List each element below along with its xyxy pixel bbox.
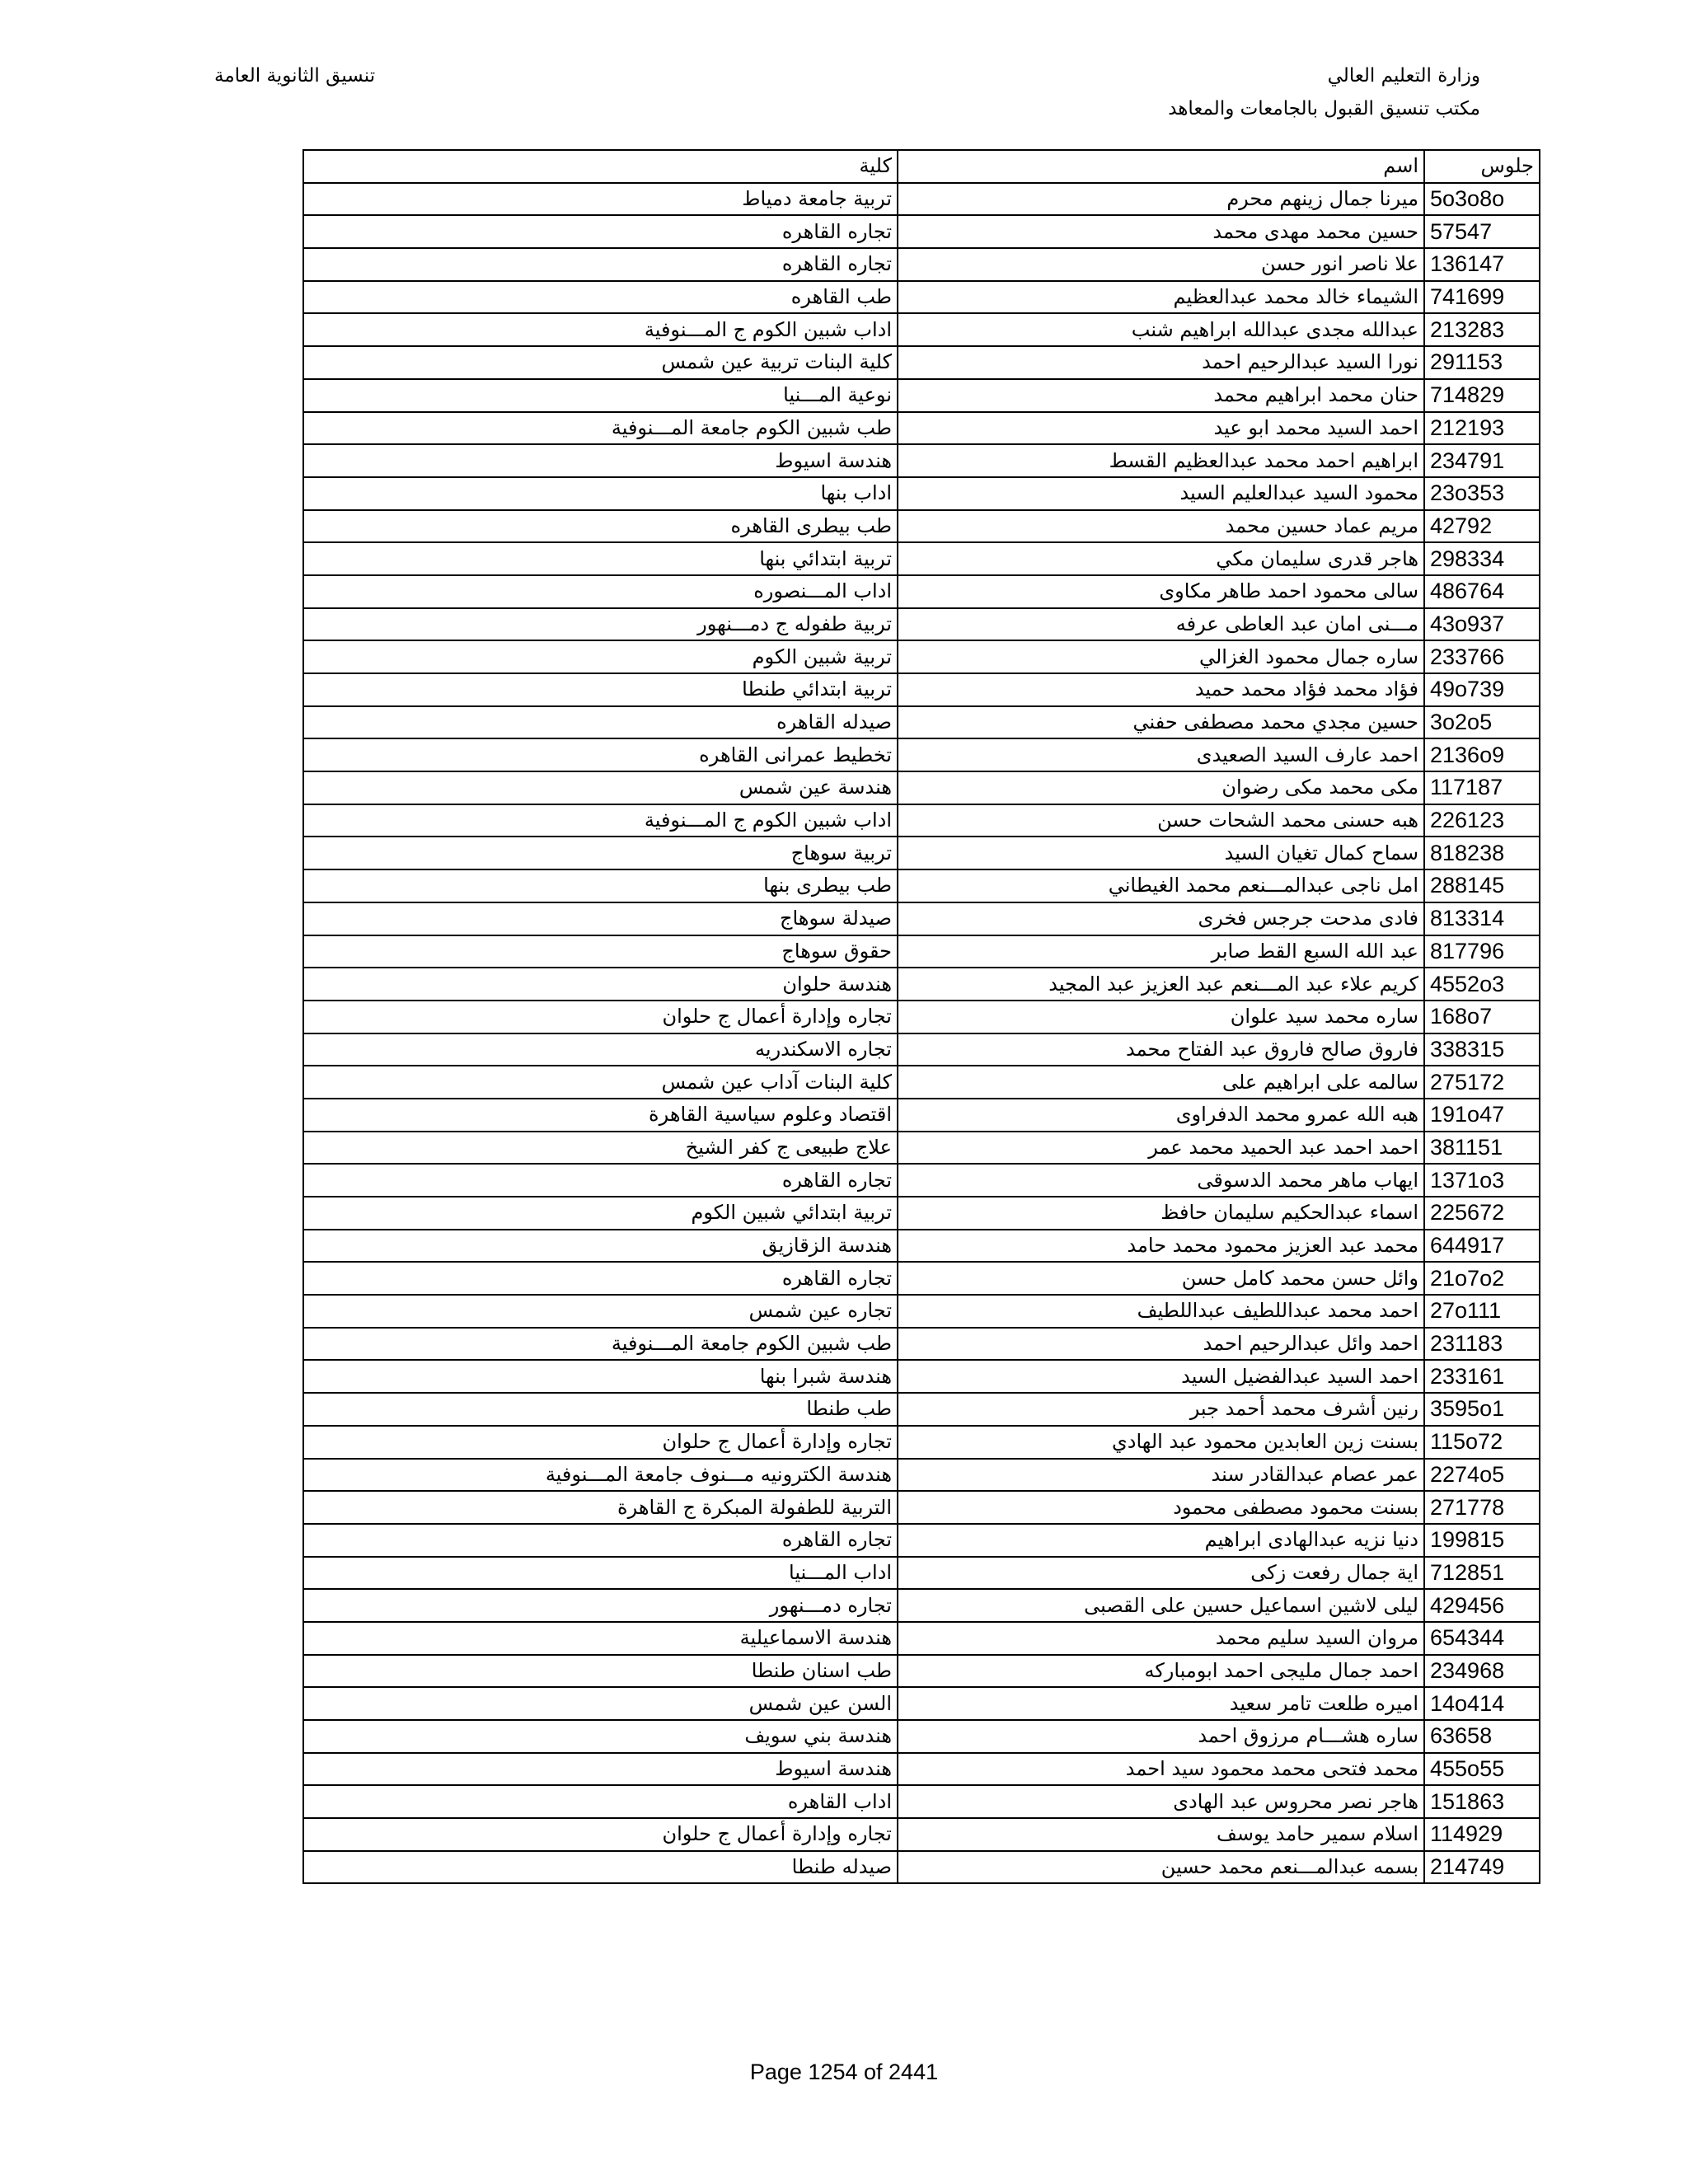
name-cell: دنيا نزيه عبدالهادى ابراهيم — [898, 1524, 1424, 1557]
seat-number-cell: 712851 — [1424, 1557, 1540, 1590]
seat-number-cell: 644917 — [1424, 1230, 1540, 1263]
table-row — [303, 248, 1540, 281]
college-cell: طب شبين الكوم جامعة المـــنوفية — [303, 1328, 898, 1361]
name-cell: هاجر قدرى سليمان مكي — [898, 542, 1424, 575]
name-cell: ابراهيم احمد محمد عبدالعظيم القسط — [898, 444, 1424, 477]
name-cell: احمد السيد عبدالفضيل السيد — [898, 1360, 1424, 1393]
seat-number-cell: 63658 — [1424, 1720, 1540, 1753]
name-cell: علا ناصر انور حسن — [898, 248, 1424, 281]
seat-number-cell: 818238 — [1424, 837, 1540, 869]
table-row — [303, 673, 1540, 706]
college-cell: كلية البنات آداب عين شمس — [303, 1066, 898, 1099]
seat-number-cell: 214749 — [1424, 1851, 1540, 1884]
table-row — [303, 1328, 1540, 1361]
seat-number-cell: 714829 — [1424, 379, 1540, 412]
college-cell: هندسة الاسماعيلية — [303, 1622, 898, 1655]
college-cell: اداب شبين الكوم ج المـــنوفية — [303, 804, 898, 837]
table-row — [303, 1393, 1540, 1426]
college-cell: تربية ابتدائي شبين الكوم — [303, 1197, 898, 1230]
college-cell: حقوق سوهاج — [303, 935, 898, 968]
college-cell: تربية شبين الكوم — [303, 640, 898, 673]
table-row — [303, 1230, 1540, 1263]
college-cell: هندسة عين شمس — [303, 771, 898, 804]
table-row — [303, 444, 1540, 477]
table-row — [303, 1851, 1540, 1884]
seat-number-cell: 226123 — [1424, 804, 1540, 837]
college-cell: تجاره القاهره — [303, 1524, 898, 1557]
seat-number-cell: 5o3o8o — [1424, 183, 1540, 216]
name-cell: ساره محمد سيد علوان — [898, 1001, 1424, 1033]
table-row — [303, 1360, 1540, 1393]
college-cell: تربية طفوله ج دمـــنهور — [303, 608, 898, 641]
section-title: تنسيق الثانوية العامة — [214, 65, 376, 87]
name-cell: اسماء عبدالحكيم سليمان حافظ — [898, 1197, 1424, 1230]
table-row — [303, 510, 1540, 543]
table-row — [303, 346, 1540, 379]
seat-number-cell: 486764 — [1424, 575, 1540, 608]
office-title: مكتب تنسيق القبول بالجامعات والمعاهد — [1168, 98, 1480, 120]
seat-number-cell: 21o7o2 — [1424, 1262, 1540, 1295]
seat-number-cell: 27o111 — [1424, 1295, 1540, 1328]
table-row — [303, 608, 1540, 641]
table-row — [303, 1295, 1540, 1328]
table-row — [303, 215, 1540, 248]
table-row — [303, 935, 1540, 968]
table-row — [303, 869, 1540, 902]
table-row — [303, 1099, 1540, 1132]
college-cell: تربية ابتدائي بنها — [303, 542, 898, 575]
name-cell: اية جمال رفعت زكى — [898, 1557, 1424, 1590]
college-cell: نوعية المـــنيا — [303, 379, 898, 412]
table-row — [303, 1524, 1540, 1557]
table-row — [303, 477, 1540, 510]
name-cell: امل ناجى عبدالمـــنعم محمد الغيطاني — [898, 869, 1424, 902]
table-row — [303, 1687, 1540, 1720]
table-row — [303, 183, 1540, 216]
college-cell: طب بيطرى القاهره — [303, 510, 898, 543]
table-row — [303, 1001, 1540, 1033]
table-row — [303, 1818, 1540, 1851]
seat-number-cell: 3o2o5 — [1424, 706, 1540, 739]
college-cell: علاج طبيعى ج كفر الشيخ — [303, 1132, 898, 1165]
college-cell: التربية للطفولة المبكرة ج القاهرة — [303, 1491, 898, 1524]
table-row — [303, 575, 1540, 608]
seat-number-cell: 231183 — [1424, 1328, 1540, 1361]
table-row — [303, 1720, 1540, 1753]
seat-number-cell: 49o739 — [1424, 673, 1540, 706]
name-cell: وائل حسن محمد كامل حسن — [898, 1262, 1424, 1295]
name-cell: ساره هشـــام مرزوق احمد — [898, 1720, 1424, 1753]
college-cell: تجاره دمـــنهور — [303, 1589, 898, 1622]
name-cell: احمد السيد محمد ابو عيد — [898, 412, 1424, 445]
name-cell: نورا السيد عبدالرحيم احمد — [898, 346, 1424, 379]
name-cell: محمد فتحى محمد محمود سيد احمد — [898, 1753, 1424, 1786]
college-cell: تجاره القاهره — [303, 1262, 898, 1295]
seat-number-cell: 3595o1 — [1424, 1393, 1540, 1426]
seat-number-cell: 57547 — [1424, 215, 1540, 248]
college-cell: اداب المـــنيا — [303, 1557, 898, 1590]
seat-number-cell: 1371o3 — [1424, 1164, 1540, 1197]
seat-number-cell: 288145 — [1424, 869, 1540, 902]
college-cell: تجاره وإدارة أعمال ج حلوان — [303, 1001, 898, 1033]
college-cell: طب اسنان طنطا — [303, 1655, 898, 1688]
table-row — [303, 804, 1540, 837]
seat-number-cell: 117187 — [1424, 771, 1540, 804]
college-cell: اداب المـــنصوره — [303, 575, 898, 608]
name-cell: اسلام سمير حامد يوسف — [898, 1818, 1424, 1851]
column-header-name: اسم — [898, 150, 1424, 183]
table-row — [303, 837, 1540, 869]
name-cell: فاروق صالح فاروق عبد الفتاح محمد — [898, 1033, 1424, 1066]
table-row — [303, 1622, 1540, 1655]
seat-number-cell: 43o937 — [1424, 608, 1540, 641]
college-cell: اداب بنها — [303, 477, 898, 510]
table-row — [303, 1655, 1540, 1688]
college-cell: صيدله طنطا — [303, 1851, 898, 1884]
college-cell: تجاره وإدارة أعمال ج حلوان — [303, 1818, 898, 1851]
name-cell: حسين محمد مهدى محمد — [898, 215, 1424, 248]
table-row — [303, 1491, 1540, 1524]
seat-number-cell: 14o414 — [1424, 1687, 1540, 1720]
table-row — [303, 1557, 1540, 1590]
seat-number-cell: 741699 — [1424, 281, 1540, 314]
table-row — [303, 706, 1540, 739]
college-cell: هندسة الزقازيق — [303, 1230, 898, 1263]
college-cell: هندسة شبرا بنها — [303, 1360, 898, 1393]
name-cell: سالمه على ابراهيم على — [898, 1066, 1424, 1099]
name-cell: رنين أشرف محمد أحمد جبر — [898, 1393, 1424, 1426]
seat-number-cell: 429456 — [1424, 1589, 1540, 1622]
seat-number-cell: 817796 — [1424, 935, 1540, 968]
table-row — [303, 1164, 1540, 1197]
name-cell: مروان السيد سليم محمد — [898, 1622, 1424, 1655]
table-header-row — [303, 150, 1540, 183]
table-row — [303, 1753, 1540, 1786]
table-row — [303, 281, 1540, 314]
seat-number-cell: 42792 — [1424, 510, 1540, 543]
table-row — [303, 1785, 1540, 1818]
college-cell: تربية ابتدائي طنطا — [303, 673, 898, 706]
college-cell: تجاره القاهره — [303, 215, 898, 248]
college-cell: طب بيطرى بنها — [303, 869, 898, 902]
college-cell: تجاره القاهره — [303, 1164, 898, 1197]
college-cell: طب طنطا — [303, 1393, 898, 1426]
seat-number-cell: 114929 — [1424, 1818, 1540, 1851]
table-row — [303, 313, 1540, 346]
college-cell: كلية البنات تربية عين شمس — [303, 346, 898, 379]
college-cell: السن عين شمس — [303, 1687, 898, 1720]
name-cell: مـــنى امان عبد العاطى عرفه — [898, 608, 1424, 641]
results-table — [302, 149, 1540, 1884]
college-cell: هندسة اسيوط — [303, 444, 898, 477]
seat-number-cell: 234968 — [1424, 1655, 1540, 1688]
seat-number-cell: 115o72 — [1424, 1426, 1540, 1459]
table-row — [303, 1197, 1540, 1230]
name-cell: احمد جمال مليجى احمد ابومباركه — [898, 1655, 1424, 1688]
seat-number-cell: 2136o9 — [1424, 738, 1540, 771]
seat-number-cell: 213283 — [1424, 313, 1540, 346]
college-cell: هندسة الكترونيه مـــنوف جامعة المـــنوفية — [303, 1459, 898, 1492]
college-cell: اداب القاهره — [303, 1785, 898, 1818]
table-row — [303, 968, 1540, 1001]
name-cell: ساره جمال محمود الغزالي — [898, 640, 1424, 673]
college-cell: طب شبين الكوم جامعة المـــنوفية — [303, 412, 898, 445]
column-header-college: كلية — [303, 150, 898, 183]
table-row — [303, 640, 1540, 673]
name-cell: الشيماء خالد محمد عبدالعظيم — [898, 281, 1424, 314]
name-cell: مكى محمد مكى رضوان — [898, 771, 1424, 804]
table-row — [303, 771, 1540, 804]
table-row — [303, 1132, 1540, 1165]
college-cell: صيدله القاهره — [303, 706, 898, 739]
seat-number-cell: 654344 — [1424, 1622, 1540, 1655]
seat-number-cell: 4552o3 — [1424, 968, 1540, 1001]
seat-number-cell: 291153 — [1424, 346, 1540, 379]
name-cell: فادى مدحت جرجس فخرى — [898, 902, 1424, 935]
name-cell: سالى محمود احمد طاهر مكاوى — [898, 575, 1424, 608]
name-cell: احمد عارف السيد الصعيدى — [898, 738, 1424, 771]
college-cell: تجاره عين شمس — [303, 1295, 898, 1328]
table-row — [303, 1033, 1540, 1066]
name-cell: احمد محمد عبداللطيف عبداللطيف — [898, 1295, 1424, 1328]
seat-number-cell: 338315 — [1424, 1033, 1540, 1066]
table-row — [303, 1426, 1540, 1459]
name-cell: عبد الله السبع القط صابر — [898, 935, 1424, 968]
name-cell: هبه حسنى محمد الشحات حسن — [898, 804, 1424, 837]
column-header-seat: جلوس — [1424, 150, 1540, 183]
college-cell: اداب شبين الكوم ج المـــنوفية — [303, 313, 898, 346]
seat-number-cell: 271778 — [1424, 1491, 1540, 1524]
seat-number-cell: 233161 — [1424, 1360, 1540, 1393]
name-cell: سماح كمال تغيان السيد — [898, 837, 1424, 869]
seat-number-cell: 225672 — [1424, 1197, 1540, 1230]
seat-number-cell: 136147 — [1424, 248, 1540, 281]
name-cell: مريم عماد حسين محمد — [898, 510, 1424, 543]
college-cell: تخطيط عمرانى القاهره — [303, 738, 898, 771]
name-cell: اميره طلعت تامر سعيد — [898, 1687, 1424, 1720]
seat-number-cell: 298334 — [1424, 542, 1540, 575]
seat-number-cell: 234791 — [1424, 444, 1540, 477]
table-row — [303, 902, 1540, 935]
college-cell: اقتصاد وعلوم سياسية القاهرة — [303, 1099, 898, 1132]
name-cell: هاجر نصر محروس عبد الهادى — [898, 1785, 1424, 1818]
page-number: Page 1254 of 2441 — [749, 2060, 939, 2084]
seat-number-cell: 191o47 — [1424, 1099, 1540, 1132]
name-cell: حنان محمد ابراهيم محمد — [898, 379, 1424, 412]
seat-number-cell: 455o55 — [1424, 1753, 1540, 1786]
college-cell: تجاره وإدارة أعمال ج حلوان — [303, 1426, 898, 1459]
name-cell: احمد احمد عبد الحميد محمد عمر — [898, 1132, 1424, 1165]
name-cell: كريم علاء عبد المـــنعم عبد العزيز عبد المجيد — [898, 968, 1424, 1001]
college-cell: هندسة بني سويف — [303, 1720, 898, 1753]
name-cell: بسنت محمود مصطفى محمود — [898, 1491, 1424, 1524]
name-cell: ليلى لاشين اسماعيل حسين على القصبى — [898, 1589, 1424, 1622]
name-cell: عبدالله مجدى عبدالله ابراهيم شنب — [898, 313, 1424, 346]
college-cell: هندسة اسيوط — [303, 1753, 898, 1786]
seat-number-cell: 23o353 — [1424, 477, 1540, 510]
name-cell: بسنت زين العابدين محمود عبد الهادي — [898, 1426, 1424, 1459]
college-cell: طب القاهره — [303, 281, 898, 314]
seat-number-cell: 199815 — [1424, 1524, 1540, 1557]
seat-number-cell: 381151 — [1424, 1132, 1540, 1165]
name-cell: ميرنا جمال زينهم محرم — [898, 183, 1424, 216]
name-cell: محمد عبد العزيز محمود محمد حامد — [898, 1230, 1424, 1263]
ministry-title: وزارة التعليم العالي — [1327, 65, 1480, 87]
college-cell: هندسة حلوان — [303, 968, 898, 1001]
seat-number-cell: 151863 — [1424, 1785, 1540, 1818]
seat-number-cell: 2274o5 — [1424, 1459, 1540, 1492]
table-row — [303, 738, 1540, 771]
name-cell: فؤاد محمد فؤاد محمد حميد — [898, 673, 1424, 706]
seat-number-cell: 813314 — [1424, 902, 1540, 935]
seat-number-cell: 233766 — [1424, 640, 1540, 673]
table-row — [303, 1066, 1540, 1099]
name-cell: بسمه عبدالمـــنعم محمد حسين — [898, 1851, 1424, 1884]
name-cell: حسين مجدي محمد مصطفى حفني — [898, 706, 1424, 739]
seat-number-cell: 168o7 — [1424, 1001, 1540, 1033]
name-cell: ايهاب ماهر محمد الدسوقى — [898, 1164, 1424, 1197]
seat-number-cell: 212193 — [1424, 412, 1540, 445]
name-cell: احمد وائل عبدالرحيم احمد — [898, 1328, 1424, 1361]
table-row — [303, 379, 1540, 412]
college-cell: تجاره الاسكندريه — [303, 1033, 898, 1066]
name-cell: هبه الله عمرو محمد الدفراوى — [898, 1099, 1424, 1132]
name-cell: عمر عصام عبدالقادر سند — [898, 1459, 1424, 1492]
table-row — [303, 542, 1540, 575]
name-cell: محمود السيد عبدالعليم السيد — [898, 477, 1424, 510]
college-cell: تربية سوهاج — [303, 837, 898, 869]
college-cell: تجاره القاهره — [303, 248, 898, 281]
table-row — [303, 1459, 1540, 1492]
seat-number-cell: 275172 — [1424, 1066, 1540, 1099]
college-cell: صيدلة سوهاج — [303, 902, 898, 935]
table-row — [303, 1262, 1540, 1295]
table-row — [303, 412, 1540, 445]
table-row — [303, 1589, 1540, 1622]
college-cell: تربية جامعة دمياط — [303, 183, 898, 216]
